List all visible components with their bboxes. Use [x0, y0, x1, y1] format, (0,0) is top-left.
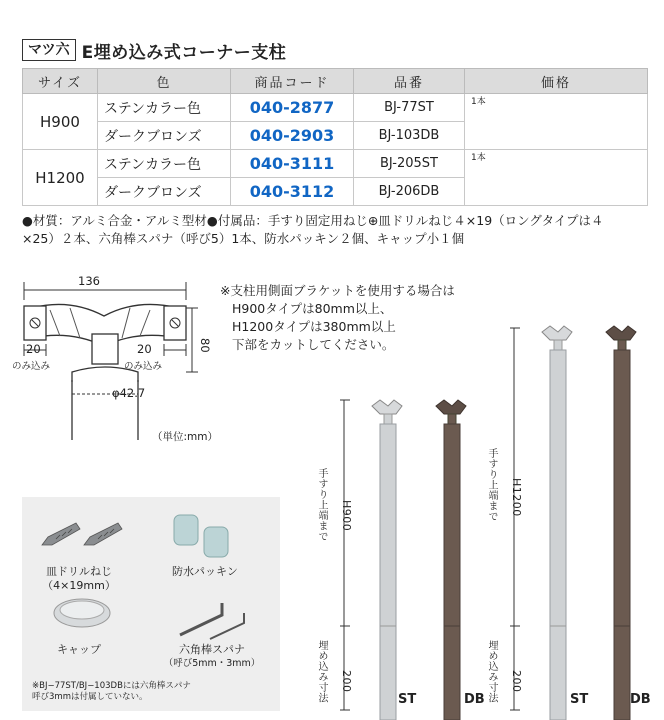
materials-line: ●材質：アルミ合金・アルミ型材●付属品：手すり固定用ねじ⊕皿ドリルねじ４×19（ロングタイプは４ — [22, 213, 604, 228]
color-cell: ステンカラー色 — [98, 150, 231, 178]
footnote-line: 呼び3mmは付属していない。 — [32, 692, 148, 702]
h900-label: 手すり上端まで — [316, 468, 327, 542]
st-label-h1200: ST — [570, 692, 589, 707]
header-color: 色 — [98, 69, 231, 94]
header-price: 価格 — [465, 69, 648, 94]
embed-label-h1200: 埋め込み寸法 — [486, 640, 497, 703]
header-code: 商品コード — [231, 69, 354, 94]
spec-table — [22, 68, 648, 206]
product-code-cell: 040-2877 — [231, 94, 354, 122]
screw-label — [34, 565, 124, 593]
table-header-row — [23, 69, 648, 94]
db-pole-h900 — [444, 424, 460, 720]
header-part: 品番 — [354, 69, 465, 94]
db-bracket-h1200 — [606, 326, 636, 340]
right-depth-value: 20 — [137, 342, 152, 356]
packing-label: 防水パッキン — [172, 565, 238, 578]
width-value: 136 — [78, 274, 100, 288]
page-title: E埋め込み式コーナー支柱 — [81, 42, 287, 63]
product-header — [22, 37, 286, 63]
diameter-value: φ42.7 — [112, 386, 146, 400]
db-bracket-h900 — [436, 400, 466, 414]
dimension-diagram — [10, 272, 210, 442]
height-value: 80 — [198, 338, 212, 353]
accessory-footnote — [32, 681, 191, 703]
wrench-label-text: 六角棒スパナ — [179, 643, 245, 656]
right-embed-label: のみ込み — [124, 361, 163, 372]
st-bracket-h1200 — [542, 326, 572, 340]
st-pole-h1200 — [550, 350, 566, 720]
part-number-cell: BJ-206DB — [354, 178, 465, 206]
h1200-poles-figure — [510, 318, 660, 720]
db-pole-h1200 — [614, 350, 630, 720]
h900-value: H900 — [340, 500, 353, 532]
h1200-value: H1200 — [510, 478, 523, 517]
accessories-panel — [22, 497, 280, 711]
part-number-cell: BJ-77ST — [354, 94, 465, 122]
product-code-cell: 040-3111 — [231, 150, 354, 178]
price-cell: 1本 — [465, 150, 648, 206]
materials-note — [22, 212, 648, 248]
screw-size-text: （4×19mm） — [42, 579, 116, 592]
part-number-cell: BJ-205ST — [354, 150, 465, 178]
st-pole-h900 — [380, 424, 396, 720]
table-row — [23, 150, 648, 178]
cap-icon — [48, 593, 118, 635]
screw-label-text: 皿ドリルねじ — [46, 565, 112, 578]
h1200-label: 手すり上端まで — [486, 448, 497, 522]
st-bracket-h900 — [372, 400, 402, 414]
left-depth-value: 20 — [26, 342, 41, 356]
db-label-h900: DB — [464, 692, 485, 707]
product-code-cell: 040-2903 — [231, 122, 354, 150]
wrench-label — [162, 643, 262, 671]
footnote-line: ※BJ−77ST/BJ−103DBには六角棒スパナ — [32, 681, 191, 691]
center-stem — [92, 334, 118, 364]
price-cell: 1本 — [465, 94, 648, 150]
cut-note-line: ※支柱用側面ブラケットを使用する場合は — [220, 283, 455, 298]
unit-note: （単位:mm） — [152, 431, 218, 443]
left-embed-label: のみ込み — [12, 361, 51, 372]
part-number-cell: BJ-103DB — [354, 122, 465, 150]
cut-note-line: H900タイプは80mm以上、 — [232, 301, 393, 316]
product-code-cell: 040-3112 — [231, 178, 354, 206]
cut-note — [220, 282, 550, 354]
header-size: サイズ — [23, 69, 98, 94]
cap-label: キャップ — [57, 643, 101, 656]
db-label-h1200: DB — [630, 692, 651, 707]
wrench-size-text: （呼び5mm・3mm） — [163, 658, 261, 669]
embed-value-h1200: 200 — [510, 670, 523, 693]
size-cell: H900 — [23, 94, 98, 150]
brand-badge: マツ六 — [22, 39, 76, 61]
st-label-h900: ST — [398, 692, 417, 707]
accessories-line: ×25）２本、六角棒スパナ（呼び5）1本、防水パッキン２個、キャップ小１個 — [22, 231, 465, 246]
screw-icon — [36, 511, 126, 561]
color-cell: ステンカラー色 — [98, 94, 231, 122]
h900-poles-figure — [340, 392, 490, 720]
cut-note-line: H1200タイプは380mm以上 — [232, 319, 396, 334]
cut-note-line: 下部をカットしてください。 — [232, 337, 395, 352]
size-cell: H1200 — [23, 150, 98, 206]
embed-value-h900: 200 — [340, 670, 353, 693]
color-cell: ダークブロンズ — [98, 178, 231, 206]
wrench-icon — [170, 595, 260, 645]
embed-label-h900: 埋め込み寸法 — [316, 640, 327, 703]
table-row — [23, 94, 648, 122]
packing-icon — [170, 509, 240, 565]
color-cell: ダークブロンズ — [98, 122, 231, 150]
